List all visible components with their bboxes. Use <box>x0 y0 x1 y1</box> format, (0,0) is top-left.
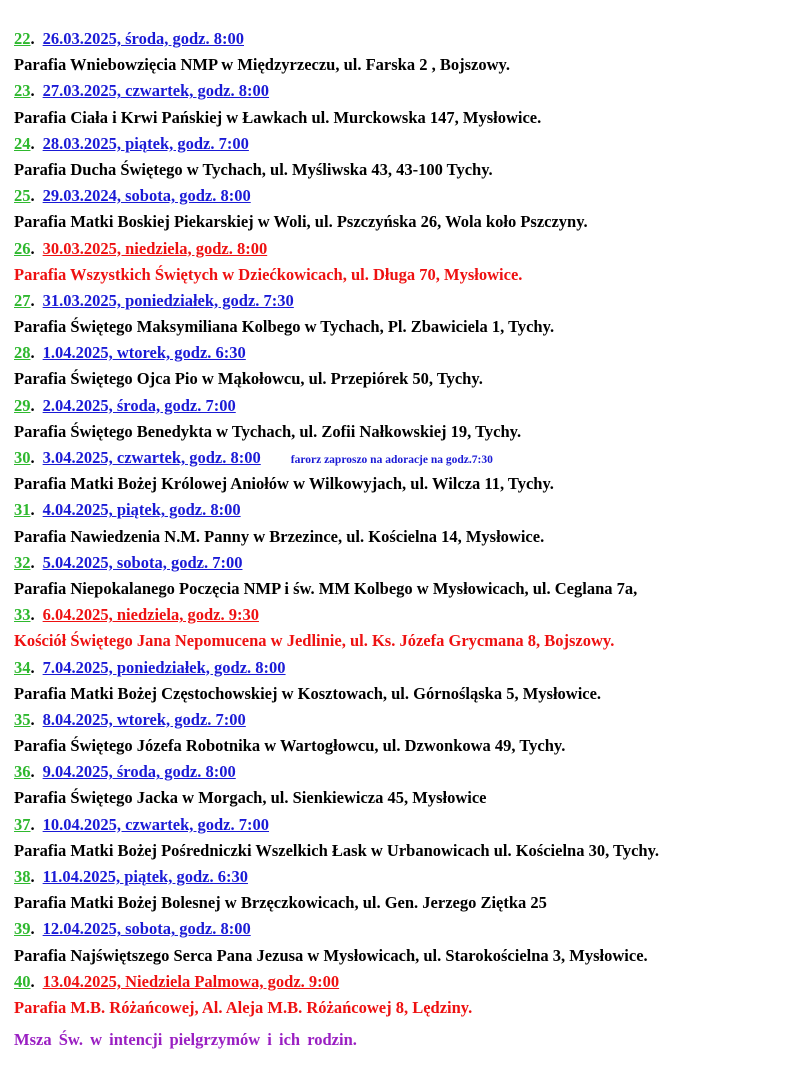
entry-date-link[interactable]: 4.04.2025, piątek, godz. 8:00 <box>42 500 241 520</box>
entry-date-link[interactable]: 2.04.2025, środa, godz. 7:00 <box>42 395 236 415</box>
entry-parish: Parafia Niepokalanego Poczęcia NMP i św. MM Kolbego w Mysłowicach, ul. Ceglana 7a, <box>14 578 638 598</box>
entry-date-link[interactable]: 9.04.2025, środa, godz. 8:00 <box>42 762 236 782</box>
entry-number-dot: . <box>30 290 35 310</box>
entry-header <box>14 236 804 262</box>
entry-header <box>14 26 804 52</box>
entry-number: 34 <box>14 657 31 677</box>
entry-parish: Parafia Nawiedzenia N.M. Panny w Brzezince, ul. Kościelna 14, Mysłowice. <box>14 526 545 546</box>
entry-header <box>14 916 804 942</box>
entry-number: 38 <box>14 867 31 886</box>
entry-parish: Parafia Najświętszego Serca Pana Jezusa w Mysłowicach, ul. Starokościelna 3, Mysłowice. <box>14 945 648 965</box>
entry-number-dot: . <box>30 605 35 625</box>
entry-number: 26 <box>14 238 31 258</box>
entry-number-dot: . <box>30 448 35 467</box>
entry-header <box>14 707 804 733</box>
entry-parish: Parafia M.B. Różańcowej, Al. Aleja M.B. Różańcowej 8, Lędziny. <box>14 997 473 1017</box>
entry-number: 22 <box>14 29 31 48</box>
entry-number: 27 <box>14 290 31 310</box>
entry-number-dot: . <box>30 762 35 782</box>
entry-number-dot: . <box>30 81 35 101</box>
entry-header <box>14 78 804 104</box>
entry-number-dot: . <box>30 186 35 206</box>
entry-parish: Parafia Matki Bożej Bolesnej w Brzęczkowicach, ul. Gen. Jerzego Ziętka 25 <box>14 893 547 913</box>
entry-date-link[interactable]: 13.04.2025, Niedziela Palmowa, godz. 9:00 <box>42 971 340 991</box>
entry-parish: Parafia Świętego Benedykta w Tychach, ul. Zofii Nałkowskiej 19, Tychy. <box>14 421 522 441</box>
entry-number-dot: . <box>30 133 35 153</box>
entry-header <box>14 655 804 681</box>
entry-date-link[interactable]: 8.04.2025, wtorek, godz. 7:00 <box>42 709 246 729</box>
entry-parish: Parafia Świętego Maksymiliana Kolbego w Tychach, Pl. Zbawiciela 1, Tychy. <box>14 317 555 337</box>
entry-parish: Parafia Ciała i Krwi Pańskiej w Ławkach ul. Murckowska 147, Mysłowice. <box>14 107 542 127</box>
entry-header <box>14 393 804 419</box>
entry-number: 28 <box>14 343 31 363</box>
entry-header <box>14 812 804 838</box>
entry-header <box>14 288 804 314</box>
entry-header <box>14 131 804 157</box>
entry-number: 40 <box>14 971 31 991</box>
entry-date-link[interactable]: 12.04.2025, sobota, godz. 8:00 <box>42 919 251 939</box>
entry-header <box>14 969 804 995</box>
entry-header <box>14 340 804 366</box>
entry-number-dot: . <box>30 814 35 834</box>
entry-number-dot: . <box>30 919 35 939</box>
entry-number-dot: . <box>30 971 35 991</box>
entry-parish: Parafia Świętego Józefa Robotnika w Wartogłowcu, ul. Dzwonkowa 49, Tychy. <box>14 736 566 756</box>
entry-number: 30 <box>14 448 31 467</box>
entry-parish: Kościół Świętego Jana Nepomucena w Jedlinie, ul. Ks. Józefa Grycmana 8, Bojszowy. <box>14 631 615 651</box>
entry-list <box>14 26 804 1021</box>
entry-number-dot: . <box>30 29 35 48</box>
entry-date-link[interactable]: 27.03.2025, czwartek, godz. 8:00 <box>42 81 270 101</box>
entry-number-dot: . <box>30 395 35 415</box>
entry-header <box>14 497 804 523</box>
entry-parish: Parafia Matki Bożej Pośredniczki Wszelkich Łask w Urbanowicach ul. Kościelna 30, Tychy. <box>14 840 660 860</box>
entry-date-link[interactable]: 30.03.2025, niedziela, godz. 8:00 <box>42 238 268 258</box>
entry-parish: Parafia Ducha Świętego w Tychach, ul. Myśliwska 43, 43-100 Tychy. <box>14 159 493 179</box>
entry-date-link[interactable]: 28.03.2025, piątek, godz. 7:00 <box>42 133 249 153</box>
entry-parish: Parafia Wszystkich Świętych w Dziećkowicach, ul. Długa 70, Mysłowice. <box>14 264 523 284</box>
entry-parish: Parafia Wniebowzięcia NMP w Międzyrzeczu, ul. Farska 2 , Bojszowy. <box>14 55 510 75</box>
entry-header <box>14 759 804 785</box>
footer-note: Msza Św. w intencji pielgrzymów i ich rodzin. <box>14 1030 357 1050</box>
entry-header <box>14 445 804 471</box>
entry-number-dot: . <box>30 867 35 886</box>
pilgrimage-schedule <box>14 26 804 1053</box>
entry-number: 36 <box>14 762 31 782</box>
entry-number: 33 <box>14 605 31 625</box>
entry-date-link[interactable]: 7.04.2025, poniedziałek, godz. 8:00 <box>42 657 286 677</box>
entry-number-dot: . <box>30 500 35 520</box>
entry-date-link[interactable]: 5.04.2025, sobota, godz. 7:00 <box>42 552 243 572</box>
entry-number: 35 <box>14 709 31 729</box>
entry-parish: Parafia Świętego Jacka w Morgach, ul. Sienkiewicza 45, Mysłowice <box>14 788 487 808</box>
entry-parish: Parafia Matki Boskiej Piekarskiej w Woli, ul. Pszczyńska 26, Wola koło Pszczyny. <box>14 212 588 232</box>
entry-date-link[interactable]: 31.03.2025, poniedziałek, godz. 7:30 <box>42 290 294 310</box>
entry-number: 25 <box>14 186 31 206</box>
entry-header <box>14 864 804 890</box>
entry-parish: Parafia Matki Bożej Częstochowskiej w Kosztowach, ul. Górnośląska 5, Mysłowice. <box>14 683 602 703</box>
entry-header <box>14 183 804 209</box>
entry-date-link[interactable]: 26.03.2025, środa, godz. 8:00 <box>42 29 244 48</box>
entry-number: 31 <box>14 500 31 520</box>
entry-date-link[interactable]: 3.04.2025, czwartek, godz. 8:00 <box>42 448 261 467</box>
entry-number-dot: . <box>30 343 35 363</box>
entry-number-dot: . <box>30 709 35 729</box>
entry-number-dot: . <box>30 657 35 677</box>
entry-date-link[interactable]: 1.04.2025, wtorek, godz. 6:30 <box>42 343 246 363</box>
entry-date-link[interactable]: 11.04.2025, piątek, godz. 6:30 <box>42 867 248 886</box>
entry-date-link[interactable]: 6.04.2025, niedziela, godz. 9:30 <box>42 605 259 625</box>
entry-number-dot: . <box>30 238 35 258</box>
entry-date-link[interactable]: 10.04.2025, czwartek, godz. 7:00 <box>42 814 270 834</box>
entry-number: 32 <box>14 552 31 572</box>
entry-header <box>14 602 804 628</box>
entry-number: 23 <box>14 81 31 101</box>
entry-number: 24 <box>14 133 31 153</box>
entry-number: 29 <box>14 395 31 415</box>
entry-parish: Parafia Matki Bożej Królowej Aniołów w Wilkowyjach, ul. Wilcza 11, Tychy. <box>14 474 554 494</box>
entry-header <box>14 550 804 576</box>
entry-note: farorz zaproszo na adoracje na godz.7:30 <box>290 454 493 466</box>
entry-number: 39 <box>14 919 31 939</box>
entry-date-link[interactable]: 29.03.2024, sobota, godz. 8:00 <box>42 186 251 206</box>
entry-number: 37 <box>14 814 31 834</box>
entry-parish: Parafia Świętego Ojca Pio w Mąkołowcu, ul. Przepiórek 50, Tychy. <box>14 369 483 389</box>
entry-number-dot: . <box>30 552 35 572</box>
